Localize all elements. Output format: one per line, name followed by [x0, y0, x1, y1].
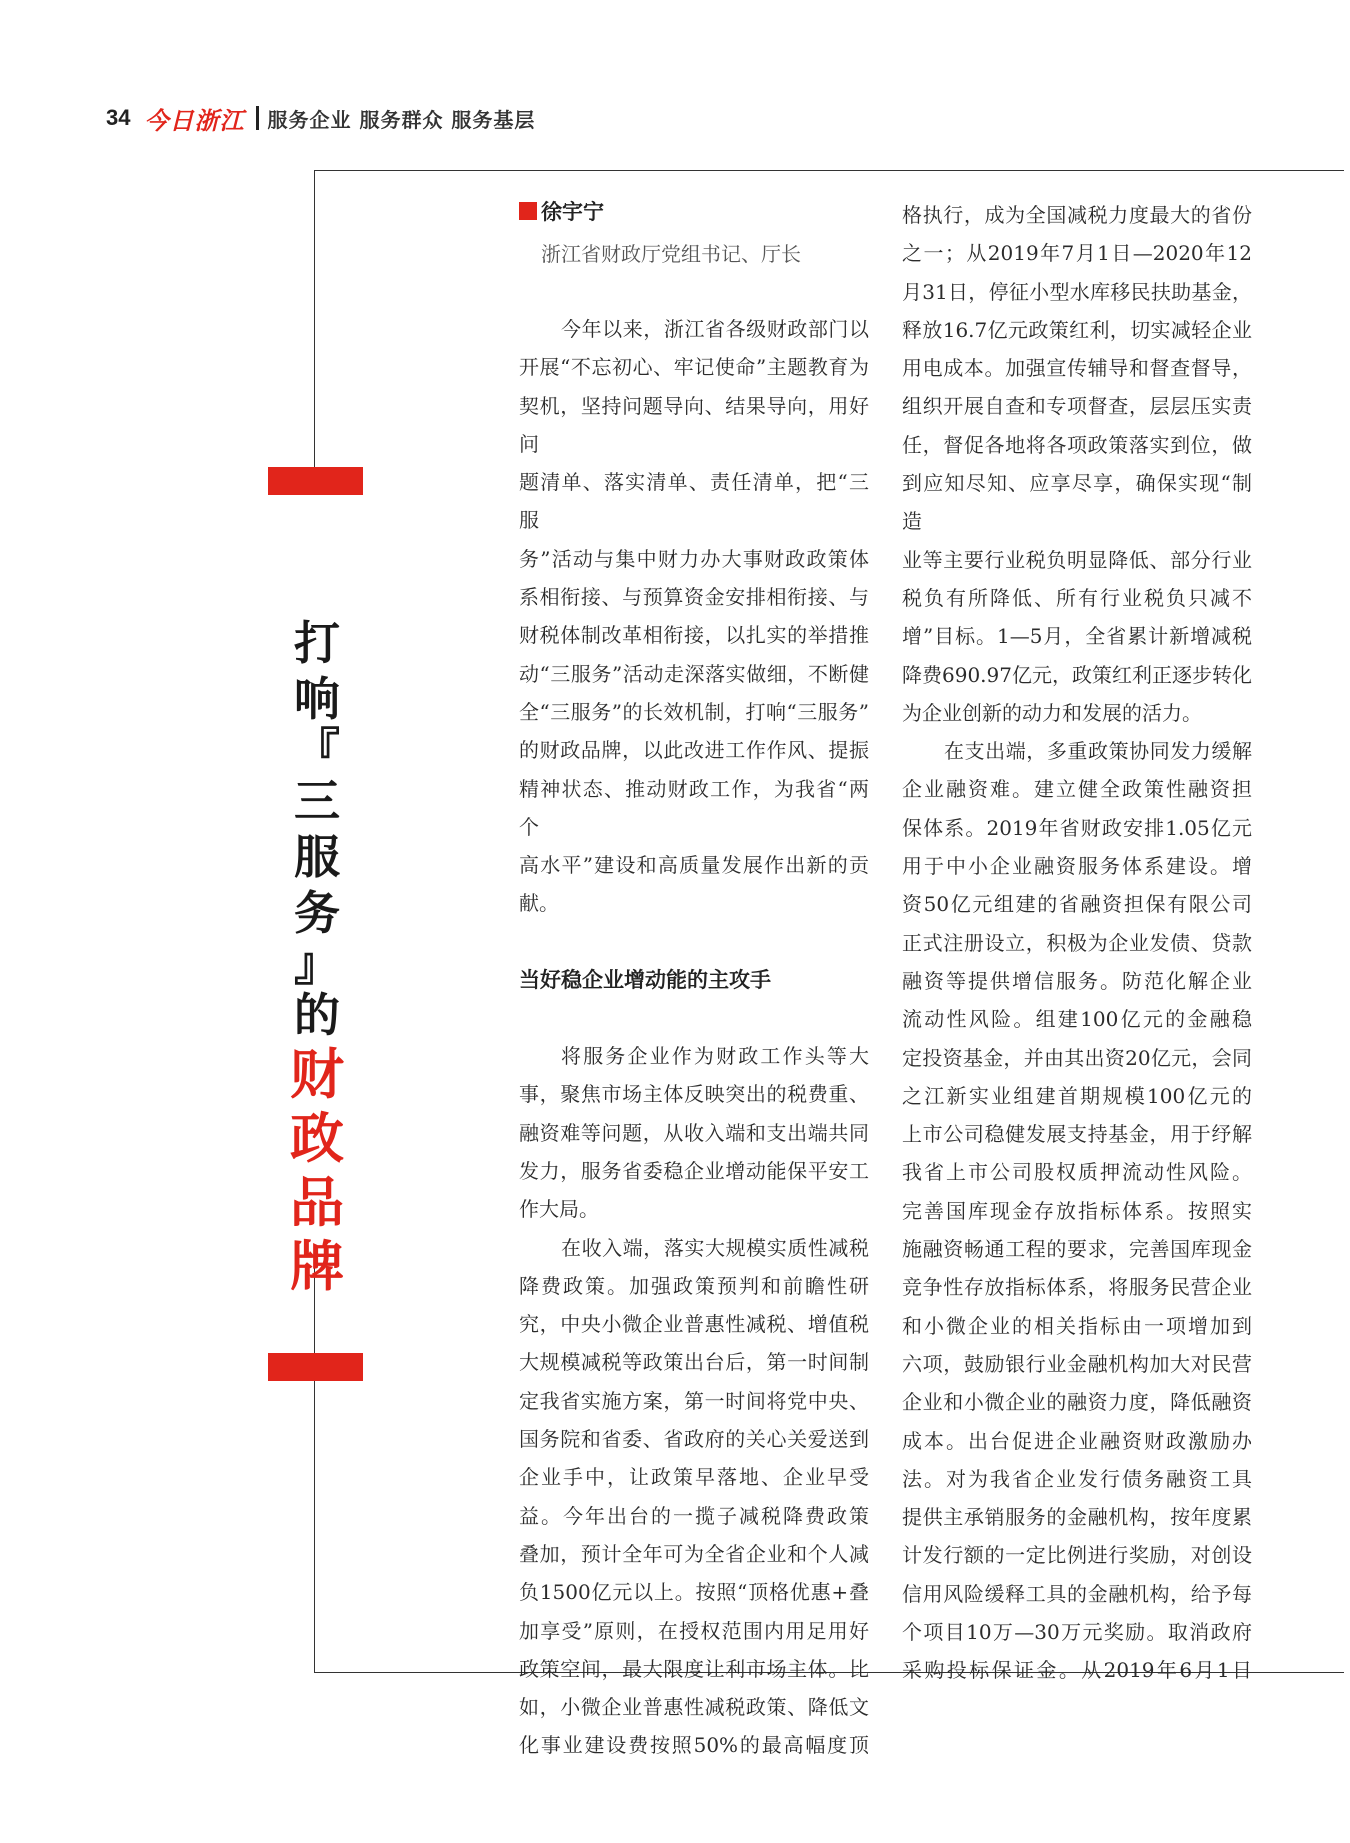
- text-line: 任，督促各地将各项政策落实到位，做: [902, 432, 1252, 457]
- title-char: 』: [294, 937, 340, 991]
- author-title: 浙江省财政厅党组书记、厅长: [541, 242, 801, 266]
- text-line: 财税体制改革相衔接，以扎实的举措推: [519, 623, 869, 648]
- text-line: 全“三服务”的长效机制，打响“三服务”: [519, 699, 869, 724]
- text-line: 释放16.7亿元政策红利，切实减轻企业: [902, 317, 1252, 342]
- text-line: 税负有所降低、所有行业税负只减不: [902, 585, 1252, 610]
- text-line: 化事业建设费按照50%的最高幅度顶: [519, 1733, 869, 1758]
- text-line: 流动性风险。组建100亿元的金融稳: [902, 1007, 1252, 1032]
- text-line: 资50亿元组建的省融资担保有限公司: [902, 892, 1252, 917]
- text-line: 益。今年出台的一揽子减税降费政策: [519, 1503, 869, 1528]
- text-line: 动“三服务”活动走深落实做细，不断健: [519, 661, 869, 686]
- author-name: 徐宇宁: [541, 200, 604, 224]
- header-divider: [256, 106, 259, 130]
- text-line: 成本。出台促进企业融资财政激励办: [902, 1428, 1252, 1453]
- text-line: 精神状态、推动财政工作，为我省“两个: [519, 776, 869, 839]
- title-char: 打: [294, 616, 340, 670]
- article-title: [284, 615, 350, 1299]
- text-line: 契机，坚持问题导向、结果导向，用好问: [519, 393, 869, 456]
- author-marker: [519, 202, 537, 220]
- spacer: [519, 999, 869, 1037]
- text-line: 发力，服务省委稳企业增动能保平安工: [519, 1158, 869, 1183]
- text-line: 格执行，成为全国减税力度最大的省份: [902, 203, 1252, 227]
- page-number: 34: [106, 105, 131, 130]
- text-line: 用于中小企业融资服务体系建设。增: [902, 854, 1252, 879]
- text-line: 加享受”原则，在授权范围内用足用好: [519, 1618, 869, 1643]
- text-line: 六项，鼓励银行业金融机构加大对民营: [902, 1351, 1252, 1376]
- section-heading: 当好稳企业增动能的主攻手: [519, 967, 771, 992]
- text-line: 法。对为我省企业发行债务融资工具: [902, 1466, 1252, 1491]
- text-line: 务”活动与集中财力办大事财政政策体: [519, 546, 869, 571]
- text-line: 为企业创新的动力和发展的活力。: [902, 700, 1202, 725]
- text-line: 献。: [519, 891, 559, 916]
- spacer: [519, 923, 869, 961]
- text-line: 的财政品牌，以此改进工作作风、提振: [519, 738, 869, 763]
- text-line: 施融资畅通工程的要求，完善国库现金: [902, 1237, 1252, 1262]
- text-line: 月31日，停征小型水库移民扶助基金，: [902, 279, 1252, 304]
- title-char: 响: [294, 672, 340, 726]
- text-line: 上市公司稳健发展支持基金，用于纾解: [902, 1122, 1252, 1147]
- text-line: 负1500亿元以上。按照“顶格优惠+叠: [519, 1580, 869, 1605]
- text-line: 和小微企业的相关指标由一项增加到: [902, 1313, 1252, 1338]
- red-accent-bar-top: [268, 467, 363, 495]
- text-line: 之一；从2019年7月1日—2020年12: [902, 241, 1252, 266]
- text-line: 我省上市公司股权质押流动性风险。: [902, 1160, 1252, 1185]
- text-line: 个项目10万—30万元奖励。取消政府: [902, 1619, 1252, 1644]
- text-line: 定投资基金，并由其出资20亿元，会同: [902, 1045, 1252, 1070]
- text-line: 开展“不忘初心、牢记使命”主题教育为: [519, 355, 869, 380]
- text-line: 采购投标保证金。从2019年6月1日: [902, 1658, 1252, 1683]
- text-line: 信用风险缓释工具的金融机构，给予每: [902, 1581, 1252, 1606]
- text-line: 企业手中，让政策早落地、企业早受: [519, 1465, 869, 1490]
- title-char: 的: [294, 988, 340, 1042]
- title-char: 务: [294, 886, 340, 940]
- text-line: 高水平”建设和高质量发展作出新的贡: [519, 853, 869, 878]
- text-line: 企业融资难。建立健全政策性融资担: [902, 777, 1252, 802]
- text-line: 定我省实施方案，第一时间将党中央、: [519, 1388, 869, 1413]
- text-line: 系相衔接、与预算资金安排相衔接、与: [519, 585, 869, 610]
- text-line: 在收入端，落实大规模实质性减税: [561, 1235, 869, 1260]
- title-char-red: 财: [290, 1043, 344, 1106]
- article-column-1: [519, 310, 869, 1765]
- text-line: 如，小微企业普惠性减税政策、降低文: [519, 1695, 869, 1720]
- text-line: 完善国库现金存放指标体系。按照实: [902, 1198, 1252, 1223]
- text-line: 组织开展自查和专项督查，层层压实责: [902, 394, 1252, 419]
- text-line: 之江新实业组建首期规模100亿元的: [902, 1083, 1252, 1108]
- red-accent-bar-bottom: [268, 1353, 363, 1381]
- text-line: 降费政策。加强政策预判和前瞻性研: [519, 1273, 869, 1298]
- text-line: 提供主承销服务的金融机构，按年度累: [902, 1505, 1252, 1530]
- text-line: 业等主要行业税负明显降低、部分行业: [902, 547, 1252, 572]
- text-line: 到应知尽知、应享尽享，确保实现“制造: [902, 471, 1252, 534]
- text-line: 正式注册设立，积极为企业发债、贷款: [902, 930, 1252, 955]
- text-line: 事，聚焦市场主体反映突出的税费重、: [519, 1082, 869, 1107]
- text-line: 降费690.97亿元，政策红利正逐步转化: [902, 662, 1252, 687]
- page-header: [106, 98, 535, 138]
- text-line: 计发行额的一定比例进行奖励，对创设: [902, 1543, 1252, 1568]
- text-line: 在支出端，多重政策协同发力缓解: [944, 739, 1252, 764]
- title-char-red: 政: [290, 1107, 344, 1170]
- frame-top-rule: [314, 170, 1344, 171]
- text-line: 增”目标。1—5月，全省累计新增减税: [902, 624, 1252, 649]
- text-line: 作大局。: [519, 1197, 599, 1222]
- text-line: 政策空间，最大限度让利市场主体。比: [519, 1656, 869, 1681]
- text-line: 用电成本。加强宣传辅导和督查督导，: [902, 356, 1252, 381]
- text-line: 题清单、落实清单、责任清单，把“三服: [519, 470, 869, 533]
- text-line: 竞争性存放指标体系，将服务民营企业: [902, 1275, 1252, 1300]
- text-line: 今年以来，浙江省各级财政部门以: [561, 317, 869, 341]
- title-char-red: 品: [290, 1171, 344, 1234]
- title-char: 『: [294, 723, 340, 777]
- text-line: 融资难等问题，从收入端和支出端共同: [519, 1120, 869, 1145]
- text-line: 叠加，预计全年可为全省企业和个人减: [519, 1541, 869, 1566]
- text-line: 企业和小微企业的融资力度，降低融资: [902, 1390, 1252, 1415]
- magazine-logo: 今日浙江: [144, 105, 245, 135]
- title-char: 三: [294, 774, 340, 828]
- text-line: 究，中央小微企业普惠性减税、增值税: [519, 1312, 869, 1337]
- text-line: 融资等提供增信服务。防范化解企业: [902, 968, 1252, 993]
- header-slogan: 服务企业 服务群众 服务基层: [267, 107, 536, 132]
- text-line: 将服务企业作为财政工作头等大: [561, 1044, 869, 1069]
- text-line: 保体系。2019年省财政安排1.05亿元: [902, 815, 1252, 840]
- text-line: 大规模减税等政策出台后，第一时间制: [519, 1350, 869, 1375]
- title-char-red: 牌: [290, 1235, 344, 1298]
- title-char: 服: [294, 830, 340, 884]
- article-column-2: [902, 196, 1252, 1690]
- text-line: 国务院和省委、省政府的关心关爱送到: [519, 1427, 869, 1452]
